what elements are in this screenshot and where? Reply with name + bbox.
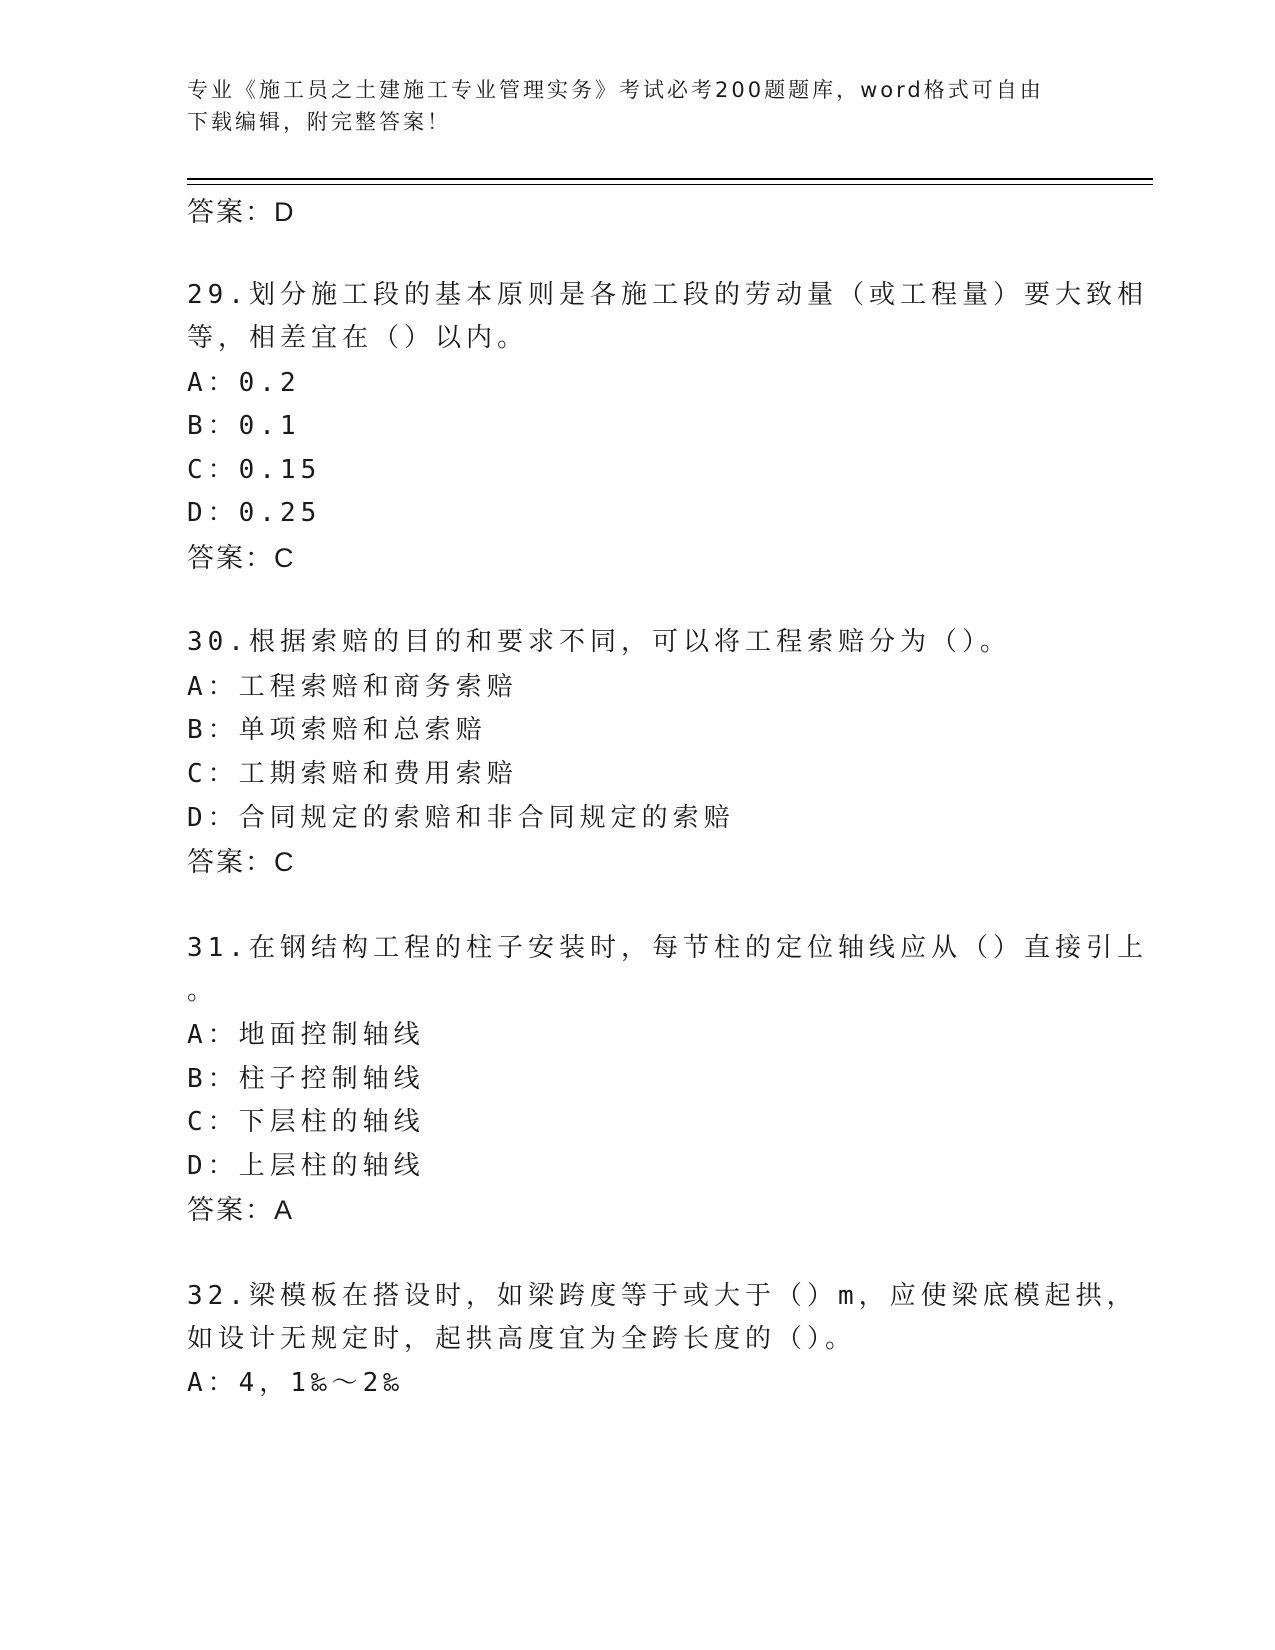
- question-32-text-line-2: 如设计无规定时，起拱高度宜为全跨长度的（）。: [187, 1324, 857, 1354]
- question-29-option-a: A：0.2: [187, 368, 301, 398]
- answer-31: 答案：A: [187, 1195, 295, 1225]
- header-title-line-1: 专业《施工员之土建施工专业管理实务》考试必考200题题库，word格式可自由: [187, 78, 1044, 102]
- answer-30: 答案：C: [187, 847, 296, 877]
- header-rule-thin: [187, 184, 1153, 185]
- page-header: [187, 74, 1067, 138]
- header-rule-thick: [187, 178, 1153, 180]
- question-30-option-a: A：工程索赔和商务索赔: [187, 672, 518, 702]
- question-29-option-d: D：0.25: [187, 498, 322, 528]
- question-32-text-line-1: 32.梁模板在搭设时，如梁跨度等于或大于（）m，应使梁底模起拱，: [187, 1281, 1138, 1311]
- question-31-option-b: B：柱子控制轴线: [187, 1064, 425, 1094]
- question-29-text-line-1: 29.划分施工段的基本原则是各施工段的劳动量（或工程量）要大致相: [187, 280, 1148, 310]
- question-30-option-d: D：合同规定的索赔和非合同规定的索赔: [187, 803, 735, 833]
- question-30-option-b: B：单项索赔和总索赔: [187, 715, 487, 745]
- header-title-line-2: 下载编辑，附完整答案！: [187, 110, 451, 134]
- question-29-text-line-2: 等，相差宜在（）以内。: [187, 323, 529, 353]
- question-31-text-line-2: 。: [187, 976, 219, 1006]
- question-29-option-b: B：0.1: [187, 411, 301, 441]
- question-31-text-line-1: 31.在钢结构工程的柱子安装时，每节柱的定位轴线应从（）直接引上: [187, 933, 1148, 963]
- question-30-option-c: C：工期索赔和费用索赔: [187, 759, 518, 789]
- question-30-text-line-1: 30.根据索赔的目的和要求不同，可以将工程索赔分为（）。: [187, 627, 1011, 657]
- question-31-option-d: D：上层柱的轴线: [187, 1151, 425, 1181]
- question-31-option-a: A：地面控制轴线: [187, 1020, 425, 1050]
- question-29-option-c: C：0.15: [187, 455, 322, 485]
- question-32-option-a: A：4，1‰～2‰: [187, 1368, 404, 1398]
- answer-29: 答案：C: [187, 543, 296, 573]
- answer-28: 答案：D: [187, 197, 296, 227]
- question-31-option-c: C：下层柱的轴线: [187, 1107, 425, 1137]
